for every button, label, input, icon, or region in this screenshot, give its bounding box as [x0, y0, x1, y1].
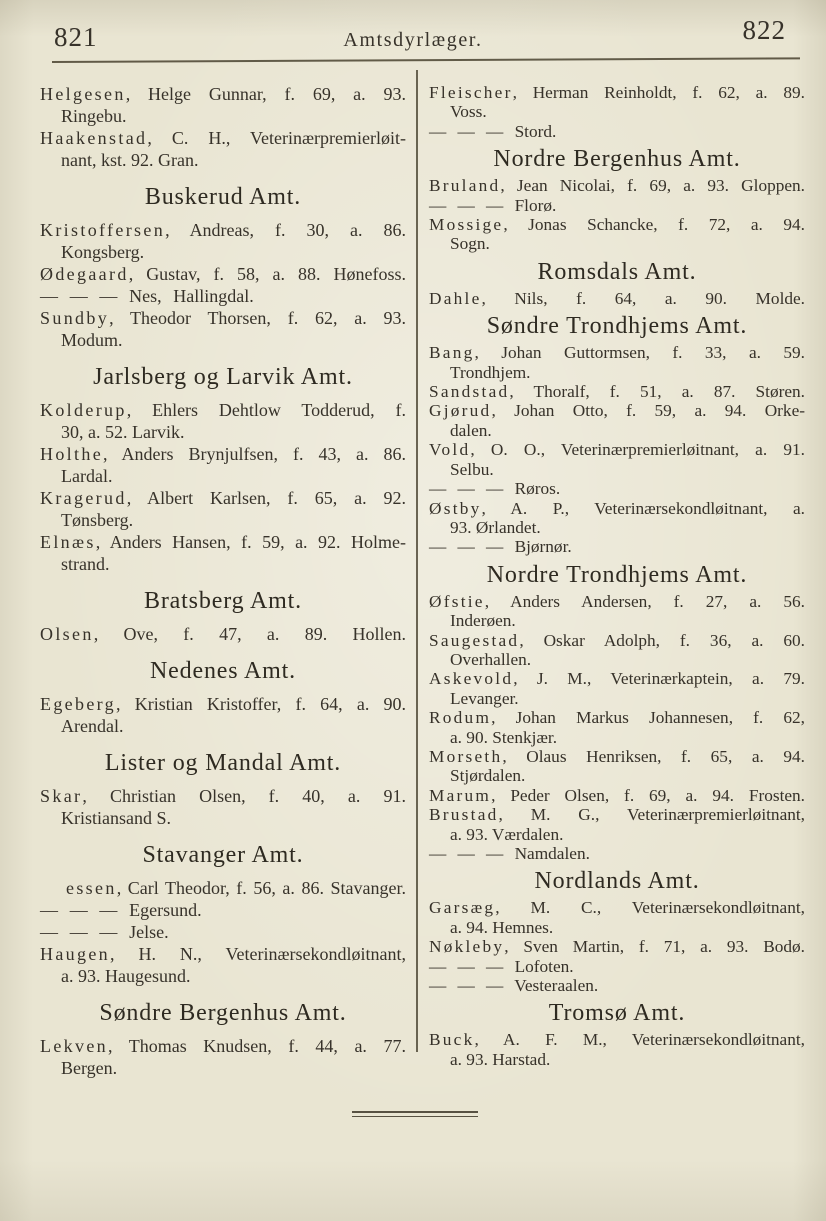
entry-surname: Bruland [429, 176, 501, 196]
entry-surname: Fleischer [429, 83, 513, 102]
section-heading: Buskerud Amt. [144, 184, 302, 210]
directory-entry [429, 176, 805, 195]
entry-continuation-line: Voss. [450, 102, 487, 122]
directory-entry [40, 623, 406, 645]
entry-text: , Andreas, f. 30, a. 86. [165, 220, 406, 240]
entry-surname: Helgesen [40, 84, 126, 104]
directory-entry [40, 693, 406, 737]
entry-surname: essen [66, 878, 117, 898]
entry-line [40, 785, 406, 807]
entry-continuation-line: a. 90. Stenkjær. [450, 727, 558, 747]
entry-line [429, 83, 805, 102]
directory-entry [40, 531, 406, 575]
running-title: Amtsdyrlæger. [343, 29, 483, 51]
entry-text: , M. G., Veterinærpremierløitnant, [498, 805, 805, 825]
entry-text: , M. C., Veterinærsekondløitnant, [495, 898, 805, 918]
entry-surname: Gjørud [429, 401, 492, 421]
entry-continuation-line: Levanger. [450, 688, 519, 708]
entry-surname: Askevold [429, 669, 514, 689]
entry-surname: Buck [429, 1030, 475, 1050]
directory-entry [40, 785, 406, 829]
entry-line [40, 127, 406, 149]
entry-surname: Saugestad [429, 630, 520, 650]
entry-continuation-line: Arendal. [61, 716, 124, 736]
entry-line [429, 631, 805, 650]
entry-continuation-line: nant, kst. 92. Gran. [61, 150, 199, 170]
entry-surname: Øfstie [429, 591, 485, 611]
directory-entry [40, 399, 406, 443]
directory-entry [429, 401, 805, 440]
entry-text: , H. N., Veterinærsekondløitnant, [110, 944, 406, 964]
directory-entry [40, 127, 406, 171]
entry-line [429, 669, 805, 688]
entry-continuation-line: a. 93. Værdalen. [450, 824, 564, 844]
column-right [429, 83, 805, 1069]
entry-surname: Sundby [40, 308, 110, 328]
entry-continuation-line: strand. [61, 554, 110, 574]
directory-entry [429, 499, 805, 538]
entry-text: , Ehlers Dehtlow Todderud, f. [126, 400, 406, 420]
entry-surname: Kolderup [40, 400, 127, 420]
directory-entry [429, 215, 805, 254]
entry-line [40, 263, 406, 285]
directory-entry [429, 83, 805, 122]
directory-entry [429, 669, 805, 708]
entry-line [429, 499, 805, 518]
directory-entry [429, 747, 805, 786]
entry-line [429, 708, 805, 727]
section-heading: Stavanger Amt. [142, 842, 304, 868]
entry-surname: Bang [429, 343, 475, 363]
directory-entry [40, 219, 406, 263]
entry-line [429, 898, 805, 917]
entry-continuation-line: dalen. [450, 420, 492, 440]
entry-line [429, 176, 805, 195]
entry-continuation-line: Modum. [61, 330, 123, 350]
page-number-right: 822 [742, 15, 786, 45]
entry-text: , Peder Olsen, f. 69, a. 94. Frosten. [491, 785, 805, 805]
entry-line [429, 215, 805, 234]
entry-surname: Nøkleby [429, 937, 505, 957]
directory-entry [429, 631, 805, 670]
section-heading: Lister og Mandal Amt. [104, 750, 342, 776]
ditto-line: — — — Vesteraalen. [429, 976, 599, 996]
entry-text: , Olaus Henriksen, f. 65, a. 94. [502, 746, 805, 766]
entry-text: , Jonas Schancke, f. 72, a. 94. [503, 215, 805, 235]
entry-text: , Sven Martin, f. 71, a. 93. Bodø. [504, 937, 805, 957]
entry-line [429, 1030, 805, 1049]
directory-entry [429, 1030, 805, 1069]
entry-continuation-line: Stjørdalen. [450, 766, 526, 786]
entry-line [429, 289, 805, 308]
directory-entry [40, 443, 406, 487]
directory-entry [429, 382, 805, 401]
entry-surname: Østby [429, 498, 482, 518]
ditto-line: — — — Lofoten. [429, 956, 574, 976]
entry-line [429, 786, 805, 805]
entry-continuation-line: Bergen. [61, 1058, 118, 1078]
entry-line [429, 440, 805, 459]
ditto-line: — — — Røros. [429, 479, 561, 499]
section-heading: Jarlsberg og Larvik Amt. [93, 364, 353, 390]
section-heading: Søndre Bergenhus Amt. [99, 1000, 347, 1026]
directory-entry [429, 937, 805, 956]
ditto-line: — — — Nes, Hallingdal. [40, 286, 254, 306]
entry-surname: Garsæg [429, 898, 496, 918]
entry-continuation-line: Overhallen. [450, 649, 532, 669]
section-heading: Tromsø Amt. [548, 1000, 686, 1027]
directory-entry [429, 898, 805, 937]
entry-line [429, 592, 805, 611]
entry-text: , A. P., Veterinærsekondløitnant, a. [481, 498, 805, 518]
entry-surname: Morseth [429, 746, 503, 766]
section-heading: Nordlands Amt. [534, 868, 700, 895]
entry-continuation-line: Sogn. [450, 234, 490, 254]
ditto-line: — — — Florø. [429, 195, 557, 215]
entry-text: , Anders Andersen, f. 27, a. 56. [484, 591, 805, 611]
entry-continuation-line: a. 93. Harstad. [450, 1049, 551, 1069]
entry-line [40, 443, 406, 465]
entry-text: , O. O., Veterinærpremierløitnant, a. 91. [470, 440, 805, 460]
entry-surname: Egeberg [40, 694, 117, 714]
ditto-line: — — — Bjørnør. [429, 537, 572, 557]
entry-text: , J. M., Veterinærkaptein, a. 79. [513, 669, 805, 689]
entry-text: , Oskar Adolph, f. 36, a. 60. [519, 630, 805, 650]
entry-text: , Jean Nicolai, f. 69, a. 93. Gloppen. [500, 176, 805, 196]
entry-line [429, 805, 805, 824]
entry-line [429, 747, 805, 766]
entry-continuation-line: Kongsberg. [61, 242, 145, 262]
section-heading: Nedenes Amt. [149, 658, 297, 684]
entry-continuation-line: a. 94. Hemnes. [450, 917, 554, 937]
page-number-left: 821 [54, 22, 98, 52]
entry-text: , Johan Guttormsen, f. 33, a. 59. [474, 343, 805, 363]
entry-text: , Nils, f. 64, a. 90. Molde. [481, 288, 805, 308]
entry-text: , Anders Brynjulfsen, f. 43, a. 86. [103, 444, 406, 464]
ditto-line: — — — Jelse. [40, 922, 169, 942]
entry-continuation-line: Selbu. [450, 459, 494, 479]
section-heading: Bratsberg Amt. [144, 588, 302, 614]
entry-continuation-line: Tønsberg. [61, 510, 134, 530]
directory-entry [40, 943, 406, 987]
entry-text: , Carl Theodor, f. 56, a. 86. Stavanger. [116, 878, 406, 898]
entry-text: , A. F. M., Veterinærsekondløitnant, [474, 1030, 805, 1050]
entry-text: , Ove, f. 47, a. 89. Hollen. [93, 624, 406, 644]
ditto-line: — — — Egersund. [40, 900, 202, 920]
directory-entry [40, 263, 406, 285]
directory-entry [40, 487, 406, 531]
entry-text: , Christian Olsen, f. 40, a. 91. [82, 786, 406, 806]
entry-text: , Thomas Knudsen, f. 44, a. 77. [108, 1036, 406, 1056]
entry-surname: Rodum [429, 708, 492, 728]
entry-text: , Johan Markus Johannesen, f. 62, [491, 708, 805, 728]
entry-line [40, 219, 406, 241]
closing-rule [352, 1111, 478, 1117]
entry-line [429, 937, 805, 956]
entry-text: , Anders Hansen, f. 59, a. 92. Holme- [95, 532, 406, 552]
entry-text: , Gustav, f. 58, a. 88. Hønefoss. [128, 264, 406, 284]
entry-line [40, 83, 406, 105]
section-heading: Søndre Trondhjems Amt. [486, 313, 748, 340]
directory-entry [429, 786, 805, 805]
directory-entry [429, 592, 805, 631]
entry-continuation-line: Trondhjem. [450, 362, 531, 382]
entry-continuation-line: Lardal. [61, 466, 113, 486]
entry-surname: Elnæs [40, 532, 96, 552]
entry-surname: Sandstad [429, 382, 510, 402]
entry-continuation-line: 30, a. 52. Larvik. [61, 422, 185, 442]
entry-line [40, 693, 406, 715]
directory-entry [429, 440, 805, 479]
entry-continuation-line: a. 93. Haugesund. [61, 966, 191, 986]
entry-continuation-line: 93. Ørlandet. [450, 517, 541, 537]
ditto-line: — — — Stord. [429, 121, 557, 141]
entry-line [40, 877, 406, 899]
entry-text: , Johan Otto, f. 59, a. 94. Orke- [491, 401, 805, 421]
column-divider [416, 70, 418, 1052]
entry-surname: Kragerud [40, 488, 127, 508]
entry-surname: Vold [429, 440, 471, 460]
ditto-line: — — — Namdalen. [429, 844, 590, 863]
entry-text: , C. H., Veterinærpremierløit- [147, 128, 406, 148]
section-heading: Romsdals Amt. [537, 258, 697, 285]
directory-entry [40, 307, 406, 351]
directory-entry [429, 708, 805, 747]
entry-line [40, 623, 406, 645]
entry-line [429, 382, 805, 401]
directory-entry [429, 289, 805, 308]
entry-continuation-line: Inderøen. [450, 611, 516, 631]
entry-line [40, 943, 406, 965]
entry-text: , Albert Karlsen, f. 65, a. 92. [126, 488, 406, 508]
entry-text: , Kristian Kristoffer, f. 64, a. 90. [116, 694, 406, 714]
entry-line [40, 531, 406, 553]
directory-entry [40, 83, 406, 127]
entry-text: , Theodor Thorsen, f. 62, a. 93. [109, 308, 406, 328]
entry-surname: Brustad [429, 805, 499, 825]
entry-surname: Haakenstad [40, 128, 148, 148]
column-left [40, 83, 406, 1079]
entry-surname: Mossige [429, 215, 504, 235]
entry-text: , Herman Reinholdt, f. 62, a. 89. [512, 83, 805, 102]
directory-entry [429, 805, 805, 844]
directory-entry [40, 1035, 406, 1079]
entry-surname: Kristoffersen [40, 220, 166, 240]
entry-continuation-line: Kristiansand S. [61, 808, 171, 828]
entry-text: , Helge Gunnar, f. 69, a. 93. [125, 84, 406, 104]
directory-entry [429, 343, 805, 382]
section-heading: Nordre Trondhjems Amt. [486, 561, 748, 588]
entry-surname: Ødegaard [40, 264, 129, 284]
entry-surname: Lekven [40, 1036, 109, 1056]
entry-surname: Marum [429, 785, 492, 805]
entry-line [40, 399, 406, 421]
entry-surname: Dahle [429, 288, 482, 308]
entry-text: , Thoralf, f. 51, a. 87. Støren. [509, 382, 805, 402]
entry-line [40, 487, 406, 509]
entry-line [40, 1035, 406, 1057]
entry-continuation-line: Ringebu. [61, 106, 127, 126]
section-heading: Nordre Bergenhus Amt. [493, 146, 741, 173]
entry-surname: Holthe [40, 444, 104, 464]
entry-surname: Haugen [40, 944, 111, 964]
entry-surname: Olsen [40, 624, 94, 644]
header-rule [52, 57, 800, 63]
directory-entry [40, 877, 406, 899]
entry-line [429, 401, 805, 420]
entry-line [429, 343, 805, 362]
entry-surname: Skar [40, 786, 83, 806]
entry-line [40, 307, 406, 329]
